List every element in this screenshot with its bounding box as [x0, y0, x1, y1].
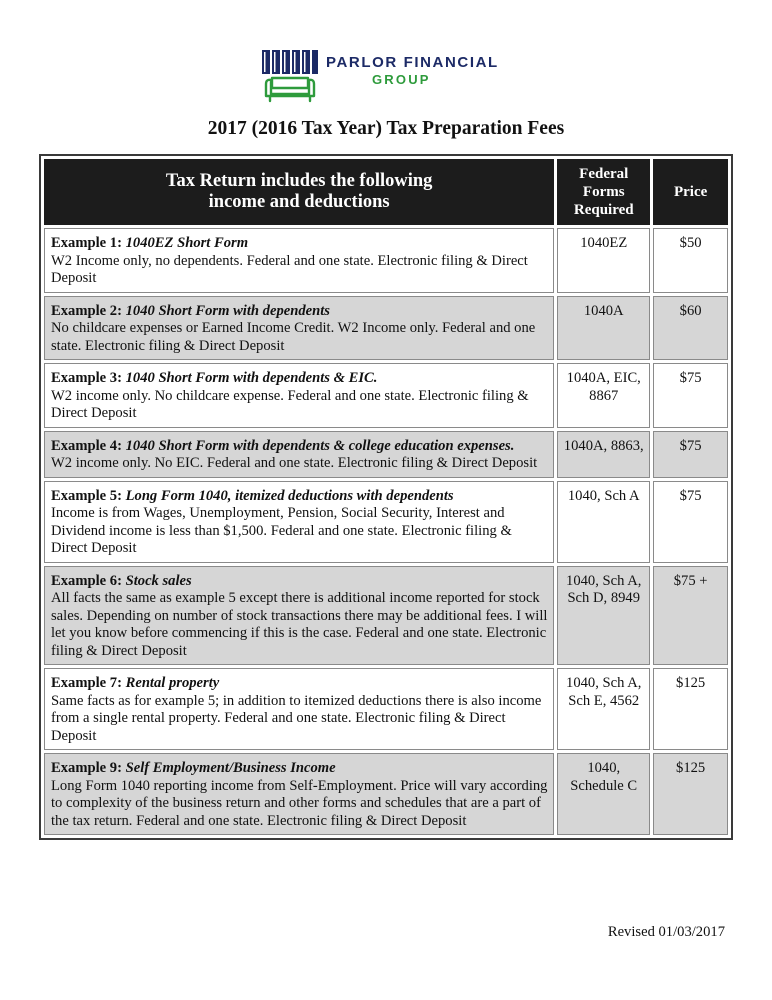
example-label: Example 9:	[51, 760, 122, 776]
row-price: $125	[653, 753, 728, 835]
example-details: W2 income only. No childcare expense. Federal and one state. Electronic filing & Direct Deposit	[51, 387, 529, 421]
row-forms	[557, 228, 650, 293]
example-label: Example 7:	[51, 675, 122, 691]
table-row	[44, 228, 728, 293]
header-description	[44, 159, 554, 225]
table-row	[44, 363, 728, 428]
row-forms	[557, 363, 650, 428]
header-price: Price	[653, 159, 728, 225]
example-label: Example 3:	[51, 370, 122, 386]
row-description	[44, 296, 554, 361]
row-price: $125	[653, 668, 728, 750]
example-title: 1040 Short Form with dependents	[125, 302, 330, 319]
row-description	[44, 431, 554, 478]
header-description-text: Tax Return includes the following income and deductions	[165, 171, 433, 212]
table-row	[44, 566, 728, 666]
example-label: Example 4:	[51, 437, 122, 454]
company-name	[326, 54, 499, 87]
example-title: Long Form 1040, itemized deductions with dependents	[125, 487, 454, 504]
forms-text: 1040, Schedule C	[570, 760, 638, 794]
forms-text: 1040EZ	[580, 235, 628, 251]
row-price: $75	[653, 431, 728, 478]
example-title: Self Employment/Business Income	[125, 760, 336, 776]
example-label: Example 2:	[51, 302, 122, 319]
example-label: Example 6:	[51, 572, 122, 589]
table-row	[44, 481, 728, 563]
table-header-row	[44, 159, 728, 225]
example-details: All facts the same as example 5 except there is additional income reported for stock sales. Depending on number of stock transactions there may be additional fees. I will let you know before commencing if this is the case. Federal and one state. Electronic filing & Direct Deposit	[51, 590, 548, 659]
row-price: $75 +	[653, 566, 728, 666]
example-title: 1040 Short Form with dependents & EIC.	[125, 370, 378, 386]
row-description	[44, 668, 554, 750]
row-forms	[557, 753, 650, 835]
fee-table	[39, 154, 733, 840]
row-price: $75	[653, 363, 728, 428]
forms-text: 1040, Sch A, Sch E, 4562	[566, 675, 642, 709]
example-details: Same facts as for example 5; in addition to itemized deductions there is also income from a single rental property. Federal and one state. Electronic filing & Direct Deposit	[51, 692, 542, 744]
row-forms	[557, 566, 650, 666]
example-details: Long Form 1040 reporting income from Self-Employment. Price will vary according to complexity of the business return and other forms and schedules that are a part of the tax return. Federal and one state. Electronic filing & Direct Deposit	[51, 777, 548, 829]
forms-text: 1040, Sch A, Sch D, 8949	[566, 572, 642, 606]
logo-mark-icon	[260, 48, 320, 104]
table-row	[44, 668, 728, 750]
example-details: Income is from Wages, Unemployment, Pension, Social Security, Interest and Dividend income is less than $1,500. Federal and one state. Electronic filing & Direct Deposit	[51, 505, 512, 556]
forms-text: 1040, Sch A	[567, 487, 640, 504]
example-label: Example 5:	[51, 487, 122, 504]
row-forms	[557, 431, 650, 478]
company-name-line2: GROUP	[372, 72, 431, 87]
example-title: 1040 Short Form with dependents & college education expenses.	[125, 437, 515, 454]
forms-text: 1040A, 8863,	[563, 437, 644, 454]
fee-table-body	[44, 228, 728, 835]
row-description	[44, 363, 554, 428]
row-price: $50	[653, 228, 728, 293]
header-forms	[557, 159, 650, 225]
header-forms-text: Federal Forms Required	[573, 166, 634, 218]
row-description	[44, 753, 554, 835]
example-details: No childcare expenses or Earned Income Credit. W2 Income only. Federal and one state. Electronic filing & Direct Deposit	[51, 320, 536, 354]
row-forms	[557, 296, 650, 361]
row-price: $60	[653, 296, 728, 361]
forms-text: 1040A	[583, 302, 624, 319]
row-description	[44, 566, 554, 666]
example-label: Example 1:	[51, 235, 122, 251]
row-forms	[557, 481, 650, 563]
document-title: 2017 (2016 Tax Year) Tax Preparation Fees	[207, 118, 565, 139]
row-price: $75	[653, 481, 728, 563]
table-row	[44, 431, 728, 478]
company-logo	[260, 48, 520, 104]
example-title: 1040EZ Short Form	[125, 235, 249, 251]
table-row	[44, 296, 728, 361]
row-description	[44, 228, 554, 293]
example-details: W2 Income only, no dependents. Federal and one state. Electronic filing & Direct Deposit	[51, 252, 528, 286]
example-title: Rental property	[125, 675, 220, 691]
company-name-line1: PARLOR FINANCIAL	[326, 54, 499, 71]
example-details: W2 income only. No EIC. Federal and one state. Electronic filing & Direct Deposit	[51, 455, 538, 471]
revised-date: Revised 01/03/2017	[607, 924, 725, 940]
row-forms	[557, 668, 650, 750]
table-row	[44, 753, 728, 835]
example-title: Stock sales	[125, 572, 192, 589]
forms-text: 1040A, EIC, 8867	[566, 370, 641, 404]
row-description	[44, 481, 554, 563]
